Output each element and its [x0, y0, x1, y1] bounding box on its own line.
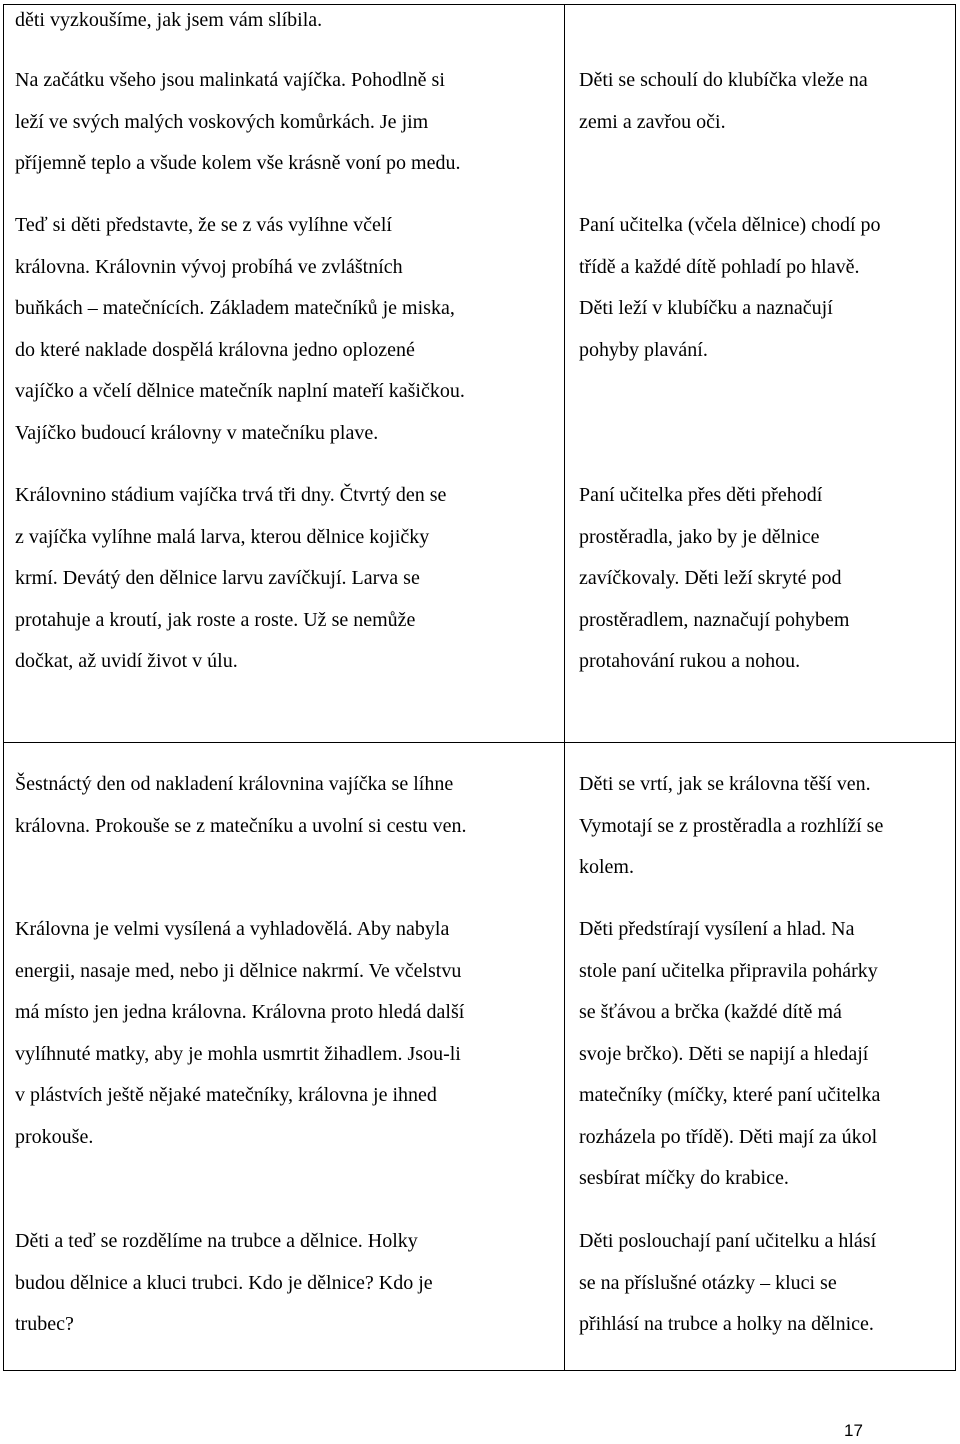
- activity-cell: [579, 1221, 876, 1346]
- activity-line: Děti leží v klubíčku a naznačují: [579, 297, 833, 319]
- narration-line: příjemně teplo a všude kolem vše krásně voní po medu.: [15, 152, 461, 174]
- narration-line: dočkat, až uvidí život v úlu.: [15, 650, 238, 672]
- activity-line: přihlásí na trubce a holky na dělnice.: [579, 1313, 874, 1335]
- narration-cell: [15, 0, 322, 42]
- narration-cell: [15, 909, 464, 1158]
- narration-line: prokouše.: [15, 1125, 94, 1148]
- activity-line: sesbírat míčky do krabice.: [579, 1167, 789, 1189]
- narration-line: protahuje a kroutí, jak roste a roste. Už se nemůže: [15, 608, 416, 631]
- activity-line: matečníky (míčky, které paní učitelka: [579, 1084, 881, 1106]
- page-number: 17: [844, 1421, 863, 1440]
- narration-cell: [15, 475, 446, 683]
- activity-cell: [579, 909, 880, 1200]
- narration-line: Královna je velmi vysílená a vyhladovělá. Aby nabyla: [15, 918, 450, 940]
- narration-line: Teď si děti představte, že se z vás vylíhne včelí: [15, 214, 392, 236]
- narration-cell: [15, 1221, 433, 1346]
- activity-line: prostěradlem, naznačují pohybem: [579, 608, 850, 631]
- activity-line: Vymotají se z prostěradla a rozhlíží se: [579, 814, 884, 837]
- activity-cell: [579, 764, 883, 889]
- activity-line: pohyby plavání.: [579, 338, 708, 361]
- activity-line: Děti se vrtí, jak se královna těší ven.: [579, 773, 871, 795]
- narration-cell: [15, 205, 465, 454]
- activity-line: stole paní učitelka připravila pohárky: [579, 959, 878, 982]
- narration-line: Královnino stádium vajíčka trvá tři dny. Čtvrtý den se: [15, 484, 447, 506]
- activity-line: Paní učitelka (včela dělnice) chodí po: [579, 214, 881, 236]
- narration-line: krmí. Devátý den dělnice larvu zavíčkují. Larva se: [15, 567, 420, 589]
- column-divider: [564, 4, 565, 1371]
- narration-line: vajíčko a včelí dělnice matečník naplní mateří kašičkou.: [15, 380, 465, 402]
- activity-line: zavíčkovaly. Děti leží skryté pod: [579, 567, 842, 589]
- activity-line: protahování rukou a nohou.: [579, 650, 801, 672]
- activity-cell: [579, 60, 868, 143]
- narration-line: leží ve svých malých voskových komůrkách. Je jim: [15, 110, 429, 133]
- activity-line: zemi a zavřou oči.: [579, 110, 726, 133]
- activity-line: svoje brčko). Děti se napijí a hledají: [579, 1042, 869, 1065]
- narration-line: má místo jen jedna královna. Královna proto hledá další: [15, 1001, 465, 1023]
- narration-cell: [15, 764, 467, 847]
- narration-cell: [15, 60, 460, 185]
- narration-line: do které naklade dospělá královna jedno oplozené: [15, 338, 415, 361]
- activity-line: Paní učitelka přes děti přehodí: [579, 484, 823, 506]
- activity-line: Děti se schoulí do klubíčka vleže na: [579, 69, 868, 91]
- activity-line: třídě a každé dítě pohladí po hlavě.: [579, 255, 860, 278]
- narration-line: vylíhnuté matky, aby je mohla usmrtit žihadlem. Jsou-li: [15, 1042, 461, 1065]
- narration-line: královna. Prokouše se z matečníku a uvolní si cestu ven.: [15, 814, 467, 837]
- narration-line: buňkách – matečnících. Základem matečníků je miska,: [15, 297, 455, 319]
- narration-line: v plástvích ještě nějaké matečníky, královna je ihned: [15, 1084, 437, 1106]
- narration-line: Vajíčko budoucí královny v matečníku plave.: [15, 421, 379, 444]
- activity-cell: [579, 475, 849, 683]
- narration-line: Na začátku všeho jsou malinkatá vajíčka. Pohodlně si: [15, 69, 445, 91]
- activity-line: prostěradla, jako by je dělnice: [579, 525, 820, 548]
- activity-line: Děti předstírají vysílení a hlad. Na: [579, 918, 855, 940]
- activity-line: se šťávou a brčka (každé dítě má: [579, 1001, 842, 1023]
- narration-line: Děti a teď se rozdělíme na trubce a dělnice. Holky: [15, 1230, 418, 1252]
- narration-line: Šestnáctý den od nakladení královnina vajíčka se líhne: [15, 773, 454, 795]
- activity-cell: [579, 205, 881, 371]
- narration-line: trubec?: [15, 1313, 74, 1335]
- narration-line: energii, nasaje med, nebo ji dělnice nakrmí. Ve včelstvu: [15, 959, 462, 982]
- narration-line: královna. Královnin vývoj probíhá ve zvláštních: [15, 255, 403, 278]
- narration-line: budou dělnice a kluci trubci. Kdo je dělnice? Kdo je: [15, 1271, 433, 1294]
- narration-line: z vajíčka vylíhne malá larva, kterou dělnice kojičky: [15, 525, 430, 548]
- activity-line: kolem.: [579, 856, 634, 878]
- activity-line: Děti poslouchají paní učitelku a hlásí: [579, 1230, 877, 1252]
- activity-line: se na příslušné otázky – kluci se: [579, 1271, 837, 1294]
- table-row-divider: [3, 742, 956, 743]
- activity-line: rozházela po třídě). Děti mají za úkol: [579, 1125, 878, 1148]
- narration-line: děti vyzkoušíme, jak jsem vám slíbila.: [15, 9, 323, 31]
